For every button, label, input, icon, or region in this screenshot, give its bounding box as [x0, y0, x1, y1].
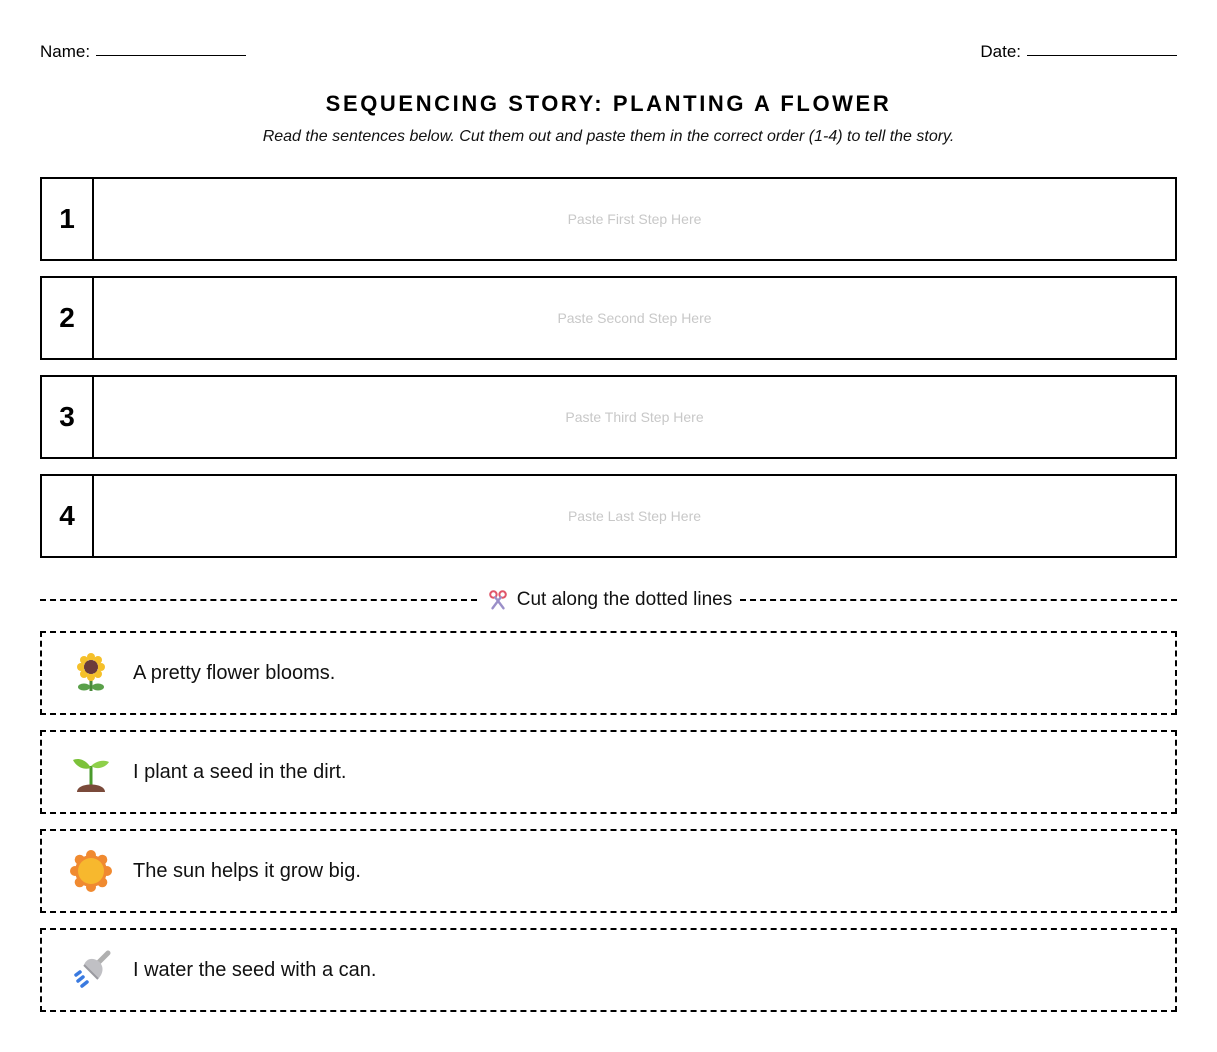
date-label: Date: [980, 42, 1021, 61]
name-blank-line [96, 55, 246, 56]
seedling-icon [69, 750, 113, 794]
slot-placeholder: Paste Third Step Here [565, 409, 704, 425]
dashed-line-left [40, 599, 477, 601]
instructions: Read the sentences below. Cut them out and paste them in the correct order (1-4) to tell the story. [262, 128, 955, 145]
slot-number: 3 [42, 377, 94, 457]
sentence-strip[interactable] [40, 631, 1177, 715]
strip-text: I plant a seed in the dirt. [133, 760, 347, 783]
sequence-slot-1 [40, 177, 1177, 261]
strip-text: A pretty flower blooms. [133, 661, 336, 684]
sequence-slot-3 [40, 375, 1177, 459]
scissors-icon [487, 589, 509, 611]
sentence-strip[interactable] [40, 928, 1177, 1012]
slot-placeholder: Paste Last Step Here [567, 508, 702, 524]
sequence-slot-2 [40, 276, 1177, 360]
sentence-strip[interactable] [40, 829, 1177, 913]
sequence-slots [40, 177, 1177, 573]
slot-number: 1 [42, 179, 94, 259]
slot-number: 2 [42, 278, 94, 358]
strip-text: I water the seed with a can. [133, 958, 377, 981]
date-field [980, 42, 1177, 62]
slot-placeholder: Paste Second Step Here [557, 310, 712, 326]
slot-number: 4 [42, 476, 94, 556]
date-blank-line [1027, 55, 1177, 56]
cut-label [477, 589, 741, 611]
shower-head-icon [69, 948, 113, 992]
sequence-slot-4 [40, 474, 1177, 558]
cut-line-divider [40, 588, 1177, 612]
name-field [40, 42, 246, 62]
sunflower-icon [69, 651, 113, 695]
sentence-strips [40, 631, 1177, 1027]
sentence-strip[interactable] [40, 730, 1177, 814]
page-title: SEQUENCING STORY: PLANTING A FLOWER [325, 91, 892, 116]
cut-label-text: Cut along the dotted lines [516, 589, 733, 610]
name-label: Name: [40, 42, 91, 61]
dashed-line-right [740, 599, 1177, 601]
slot-placeholder: Paste First Step Here [567, 211, 702, 227]
sun-icon [69, 849, 113, 893]
strip-text: The sun helps it grow big. [133, 859, 361, 882]
header-row [40, 38, 1177, 62]
